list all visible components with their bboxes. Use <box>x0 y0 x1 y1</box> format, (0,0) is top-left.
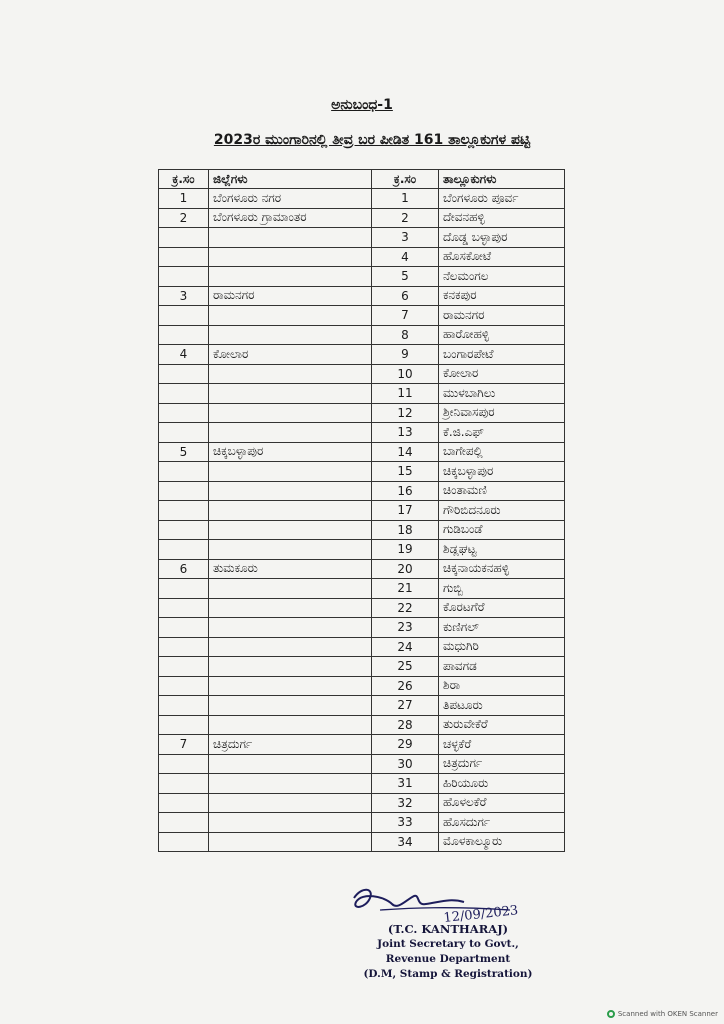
signatory-department: Revenue Department <box>385 953 511 965</box>
taluk-serial-cell: 27 <box>372 696 439 716</box>
scanner-text: Scanned with OKEN Scanner <box>617 1010 718 1018</box>
district-name-cell <box>209 247 372 267</box>
header-districts: ಜಿಲ್ಲೆಗಳು <box>209 170 372 189</box>
scanner-logo-icon <box>607 1010 615 1018</box>
taluk-serial-cell: 30 <box>372 754 439 774</box>
taluk-serial-cell: 14 <box>372 442 439 462</box>
taluk-serial-cell: 29 <box>372 735 439 755</box>
district-serial-cell <box>159 637 209 657</box>
district-serial-cell <box>159 696 209 716</box>
taluk-name-cell: ಕೋಲಾರ <box>439 364 565 384</box>
district-serial-cell <box>159 423 209 443</box>
table-row <box>159 501 565 521</box>
table-row <box>159 637 565 657</box>
taluk-name-cell: ಚಳ್ಳಕೆರೆ <box>439 735 565 755</box>
taluk-name-cell: ದೇವನಹಳ್ಳಿ <box>439 208 565 228</box>
district-name-cell <box>209 598 372 618</box>
district-name-cell <box>209 676 372 696</box>
taluk-name-cell: ಗೌರಿಬಿದನೂರು <box>439 501 565 521</box>
district-serial-cell <box>159 306 209 326</box>
table-row <box>159 715 565 735</box>
district-serial-cell <box>159 618 209 638</box>
table-row <box>159 247 565 267</box>
district-name-cell <box>209 267 372 287</box>
district-name-cell <box>209 618 372 638</box>
taluk-serial-cell: 17 <box>372 501 439 521</box>
signatory-details <box>348 922 548 982</box>
taluk-name-cell: ಕುಣಿಗಲ್ <box>439 618 565 638</box>
table-row <box>159 579 565 599</box>
district-serial-cell <box>159 520 209 540</box>
district-serial-cell <box>159 754 209 774</box>
taluk-name-cell: ಮುಳಬಾಗಿಲು <box>439 384 565 404</box>
taluk-serial-cell: 33 <box>372 813 439 833</box>
table-row <box>159 618 565 638</box>
table-row <box>159 774 565 794</box>
table-row <box>159 520 565 540</box>
taluk-serial-cell: 3 <box>372 228 439 248</box>
table-row <box>159 735 565 755</box>
district-serial-cell <box>159 501 209 521</box>
district-serial-cell <box>159 403 209 423</box>
table-row <box>159 384 565 404</box>
district-name-cell: ರಾಮನಗರ <box>209 286 372 306</box>
district-name-cell <box>209 637 372 657</box>
district-name-cell: ತುಮಕೂರು <box>209 559 372 579</box>
taluk-name-cell: ಹಾರೋಹಳ್ಳಿ <box>439 325 565 345</box>
table-row <box>159 403 565 423</box>
district-serial-cell <box>159 364 209 384</box>
district-name-cell <box>209 384 372 404</box>
district-serial-cell <box>159 832 209 852</box>
district-name-cell <box>209 228 372 248</box>
district-serial-cell <box>159 325 209 345</box>
district-name-cell <box>209 793 372 813</box>
taluk-name-cell: ನೆಲಮಂಗಲ <box>439 267 565 287</box>
table-row <box>159 442 565 462</box>
table-body <box>159 189 565 852</box>
taluk-name-cell: ಬೆಂಗಳೂರು ಪೂರ್ವ <box>439 189 565 209</box>
taluk-name-cell: ಹಿರಿಯೂರು <box>439 774 565 794</box>
table-row <box>159 325 565 345</box>
table-row <box>159 657 565 677</box>
taluk-serial-cell: 4 <box>372 247 439 267</box>
district-name-cell <box>209 423 372 443</box>
drought-taluk-table <box>158 169 565 852</box>
district-name-cell <box>209 325 372 345</box>
table-row <box>159 754 565 774</box>
district-name-cell: ಚಿತ್ರದುರ್ಗ <box>209 735 372 755</box>
district-name-cell <box>209 306 372 326</box>
district-serial-cell <box>159 228 209 248</box>
district-name-cell <box>209 813 372 833</box>
district-name-cell <box>209 520 372 540</box>
table-row <box>159 676 565 696</box>
taluk-name-cell: ಚಿತ್ರದುರ್ಗ <box>439 754 565 774</box>
district-name-cell: ಚಿಕ್ಕಬಳ್ಳಾಪುರ <box>209 442 372 462</box>
taluk-serial-cell: 16 <box>372 481 439 501</box>
table-row <box>159 423 565 443</box>
taluk-serial-cell: 13 <box>372 423 439 443</box>
district-serial-cell <box>159 715 209 735</box>
table-row <box>159 813 565 833</box>
district-name-cell <box>209 364 372 384</box>
taluk-name-cell: ದೊಡ್ಡ ಬಳ್ಳಾಪುರ <box>439 228 565 248</box>
taluk-name-cell: ಚಿಕ್ಕಬಳ್ಳಾಪುರ <box>439 462 565 482</box>
taluk-serial-cell: 31 <box>372 774 439 794</box>
taluk-name-cell: ಶ್ರೀನಿವಾಸಪುರ <box>439 403 565 423</box>
taluk-name-cell: ಹೊಳಲಕೆರೆ <box>439 793 565 813</box>
taluk-serial-cell: 23 <box>372 618 439 638</box>
taluk-serial-cell: 18 <box>372 520 439 540</box>
district-name-cell: ಬೆಂಗಳೂರು ನಗರ <box>209 189 372 209</box>
taluk-serial-cell: 2 <box>372 208 439 228</box>
table-row <box>159 306 565 326</box>
district-name-cell: ಕೋಲಾರ <box>209 345 372 365</box>
taluk-serial-cell: 24 <box>372 637 439 657</box>
taluk-name-cell: ಬಂಗಾರಪೇಟೆ <box>439 345 565 365</box>
district-name-cell <box>209 754 372 774</box>
taluk-name-cell: ಕೊರಟಗೆರೆ <box>439 598 565 618</box>
taluk-serial-cell: 32 <box>372 793 439 813</box>
taluk-serial-cell: 9 <box>372 345 439 365</box>
taluk-name-cell: ಚಿಕ್ಕನಾಯಕನಹಳ್ಳಿ <box>439 559 565 579</box>
taluk-serial-cell: 5 <box>372 267 439 287</box>
taluk-serial-cell: 11 <box>372 384 439 404</box>
table-row <box>159 832 565 852</box>
taluk-name-cell: ಹೊಸಕೋಟೆ <box>439 247 565 267</box>
district-name-cell <box>209 403 372 423</box>
district-serial-cell <box>159 657 209 677</box>
header-district-serial: ಕ್ರ.ಸಂ <box>159 170 209 189</box>
taluk-serial-cell: 10 <box>372 364 439 384</box>
taluk-serial-cell: 12 <box>372 403 439 423</box>
district-serial-cell: 3 <box>159 286 209 306</box>
district-serial-cell <box>159 384 209 404</box>
taluk-name-cell: ಮೊಳಕಾಲ್ಮೂರು <box>439 832 565 852</box>
district-name-cell <box>209 501 372 521</box>
district-name-cell <box>209 657 372 677</box>
district-name-cell <box>209 696 372 716</box>
district-name-cell <box>209 774 372 794</box>
district-serial-cell <box>159 579 209 599</box>
table-row <box>159 208 565 228</box>
table-row <box>159 696 565 716</box>
table-row <box>159 462 565 482</box>
signatory-name: (T.C. KANTHARAJ) <box>387 922 509 936</box>
taluk-name-cell: ಪಾವಗಡ <box>439 657 565 677</box>
district-serial-cell: 1 <box>159 189 209 209</box>
district-serial-cell <box>159 813 209 833</box>
taluk-serial-cell: 21 <box>372 579 439 599</box>
table-row <box>159 345 565 365</box>
district-serial-cell: 2 <box>159 208 209 228</box>
table-row <box>159 364 565 384</box>
taluk-serial-cell: 28 <box>372 715 439 735</box>
document-title: 2023ರ ಮುಂಗಾರಿನಲ್ಲಿ ತೀವ್ರ ಬರ ಪೀಡಿತ 161 ತಾಲ್ಲೂಕುಗಳ ಪಟ್ಟಿ <box>213 132 531 148</box>
taluk-name-cell: ಬಾಗೇಪಲ್ಲಿ <box>439 442 565 462</box>
scanner-watermark <box>607 1010 718 1018</box>
district-serial-cell <box>159 676 209 696</box>
district-serial-cell <box>159 247 209 267</box>
taluk-serial-cell: 1 <box>372 189 439 209</box>
district-serial-cell <box>159 267 209 287</box>
signatory-division: (D.M, Stamp & Registration) <box>363 968 533 980</box>
taluk-name-cell: ಚಿಂತಾಮಣಿ <box>439 481 565 501</box>
district-serial-cell <box>159 481 209 501</box>
annexure-title: ಅನುಬಂಧ-1 <box>331 97 393 113</box>
taluk-name-cell: ಶಿಡ್ಲಘಟ್ಟ <box>439 540 565 560</box>
taluk-serial-cell: 8 <box>372 325 439 345</box>
signatory-designation: Joint Secretary to Govt., <box>377 938 519 950</box>
district-name-cell <box>209 481 372 501</box>
header-taluks: ತಾಲ್ಲೂಕುಗಳು <box>439 170 565 189</box>
taluk-name-cell: ಕನಕಪುರ <box>439 286 565 306</box>
taluk-name-cell: ಮಧುಗಿರಿ <box>439 637 565 657</box>
district-serial-cell: 4 <box>159 345 209 365</box>
taluk-serial-cell: 6 <box>372 286 439 306</box>
district-serial-cell <box>159 540 209 560</box>
taluk-serial-cell: 25 <box>372 657 439 677</box>
district-name-cell <box>209 832 372 852</box>
table-row <box>159 267 565 287</box>
district-serial-cell: 7 <box>159 735 209 755</box>
district-name-cell <box>209 715 372 735</box>
taluk-serial-cell: 20 <box>372 559 439 579</box>
header-taluk-serial: ಕ್ರ.ಸಂ <box>372 170 439 189</box>
district-serial-cell <box>159 598 209 618</box>
signature-date: 12/09/2023 <box>442 903 519 926</box>
district-name-cell: ಬೆಂಗಳೂರು ಗ್ರಾಮಾಂತರ <box>209 208 372 228</box>
table-row <box>159 228 565 248</box>
table-row <box>159 559 565 579</box>
district-name-cell <box>209 540 372 560</box>
district-serial-cell <box>159 793 209 813</box>
table-row <box>159 189 565 209</box>
taluk-serial-cell: 34 <box>372 832 439 852</box>
district-serial-cell: 6 <box>159 559 209 579</box>
district-serial-cell: 5 <box>159 442 209 462</box>
taluk-name-cell: ಶಿರಾ <box>439 676 565 696</box>
table-header-row <box>159 170 565 189</box>
taluk-name-cell: ರಾಮನಗರ <box>439 306 565 326</box>
table-row <box>159 598 565 618</box>
district-serial-cell <box>159 462 209 482</box>
taluk-serial-cell: 19 <box>372 540 439 560</box>
table-row <box>159 481 565 501</box>
taluk-serial-cell: 7 <box>372 306 439 326</box>
taluk-name-cell: ಹೊಸದುರ್ಗ <box>439 813 565 833</box>
taluk-serial-cell: 15 <box>372 462 439 482</box>
district-name-cell <box>209 462 372 482</box>
table-row <box>159 540 565 560</box>
taluk-serial-cell: 26 <box>372 676 439 696</box>
taluk-name-cell: ಕೆ.ಜಿ.ಎಫ್ <box>439 423 565 443</box>
district-serial-cell <box>159 774 209 794</box>
taluk-name-cell: ತುರುವೇಕೆರೆ <box>439 715 565 735</box>
district-name-cell <box>209 579 372 599</box>
taluk-name-cell: ತಿಪಟೂರು <box>439 696 565 716</box>
table-row <box>159 793 565 813</box>
taluk-name-cell: ಗುಡಿಬಂಡೆ <box>439 520 565 540</box>
taluk-name-cell: ಗುಬ್ಬಿ <box>439 579 565 599</box>
taluk-serial-cell: 22 <box>372 598 439 618</box>
table-row <box>159 286 565 306</box>
